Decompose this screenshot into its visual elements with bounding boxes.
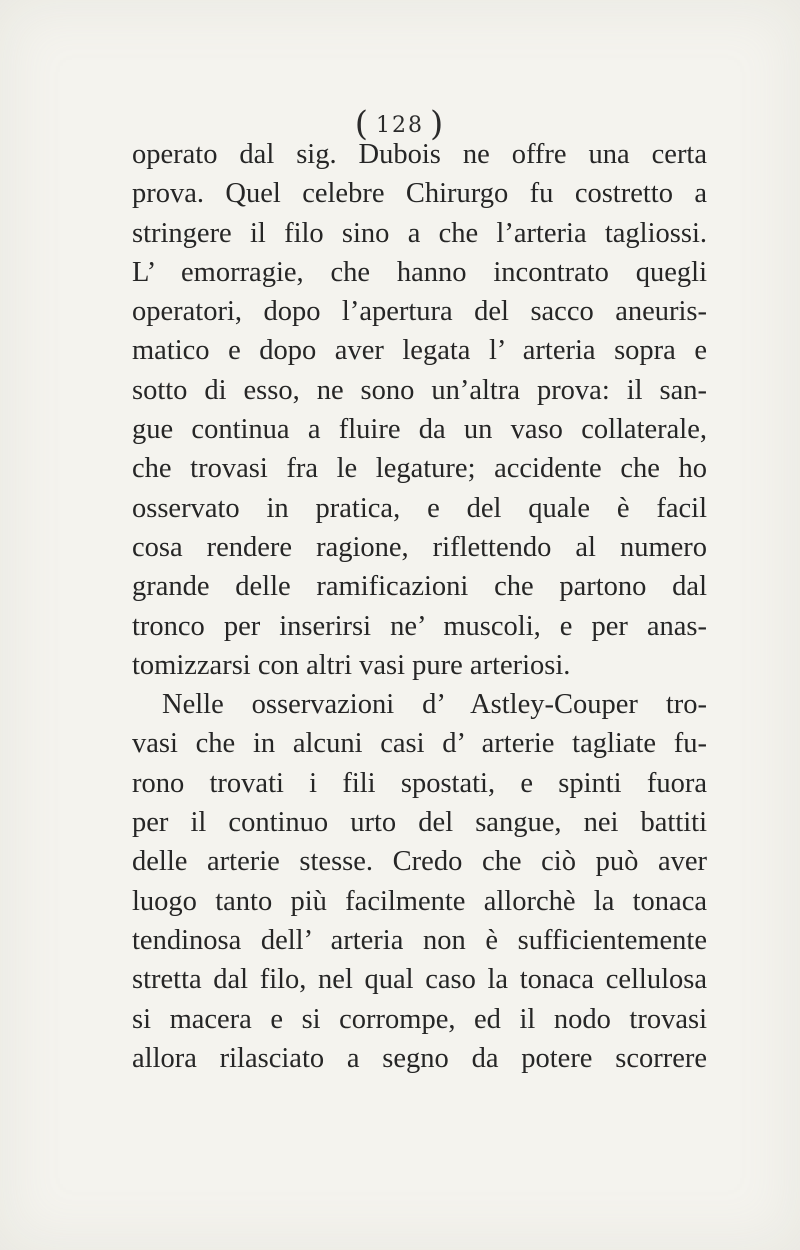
close-paren: ) [430, 104, 446, 144]
page-number: 128 [376, 113, 424, 138]
text-line: L’ emorragie, che hanno incontrato quegli [132, 256, 707, 288]
text-line: vasi che in alcuni casi d’ arterie tagliate fu- [132, 728, 707, 760]
text-line: sotto di esso, ne sono un’altra prova: il san- [132, 374, 707, 406]
text-line: cosa rendere ragione, riflettendo al numero [132, 531, 707, 563]
text-line: grande delle ramificazioni che partono dal [132, 571, 707, 603]
text-line: operato dal sig. Dubois ne offre una certa [132, 139, 707, 170]
text-line: luogo tanto più facilmente allorchè la tonaca [132, 885, 707, 917]
open-paren: ( [354, 104, 370, 144]
text-line: matico e dopo aver legata l’ arteria sopra e [132, 335, 707, 367]
text-line: delle arterie stesse. Credo che ciò può aver [132, 846, 707, 878]
text-line: tomizzarsi con altri vasi pure arteriosi. [132, 649, 571, 681]
text-line: operatori, dopo l’apertura del sacco aneuris- [132, 296, 707, 328]
body-text [132, 135, 707, 1078]
text-line: gue continua a fluire da un vaso collaterale, [132, 414, 707, 446]
text-line: stringere il filo sino a che l’arteria tagliossi. [132, 217, 707, 249]
text-line: stretta dal filo, nel qual caso la tonaca cellulosa [132, 964, 707, 996]
text-line: per il continuo urto del sangue, nei battiti [132, 807, 707, 839]
text-line: rono trovati i fili spostati, e spinti fuora [132, 767, 707, 799]
text-line: prova. Quel celebre Chirurgo fu costretto a [132, 178, 707, 210]
text-line: si macera e si corrompe, ed il nodo trovasi [132, 1003, 707, 1035]
text-line: osservato in pratica, e del quale è facil [132, 492, 707, 524]
text-line: Nelle osservazioni d’ Astley-Couper tro- [162, 689, 707, 721]
text-line: allora rilasciato a segno da potere scorrere [132, 1042, 707, 1074]
text-line: tendinosa dell’ arteria non è sufficientemente [132, 924, 707, 956]
text-line: che trovasi fra le legature; accidente che ho [132, 453, 707, 485]
text-line: tronco per inserirsi ne’ muscoli, e per anas- [132, 610, 707, 642]
